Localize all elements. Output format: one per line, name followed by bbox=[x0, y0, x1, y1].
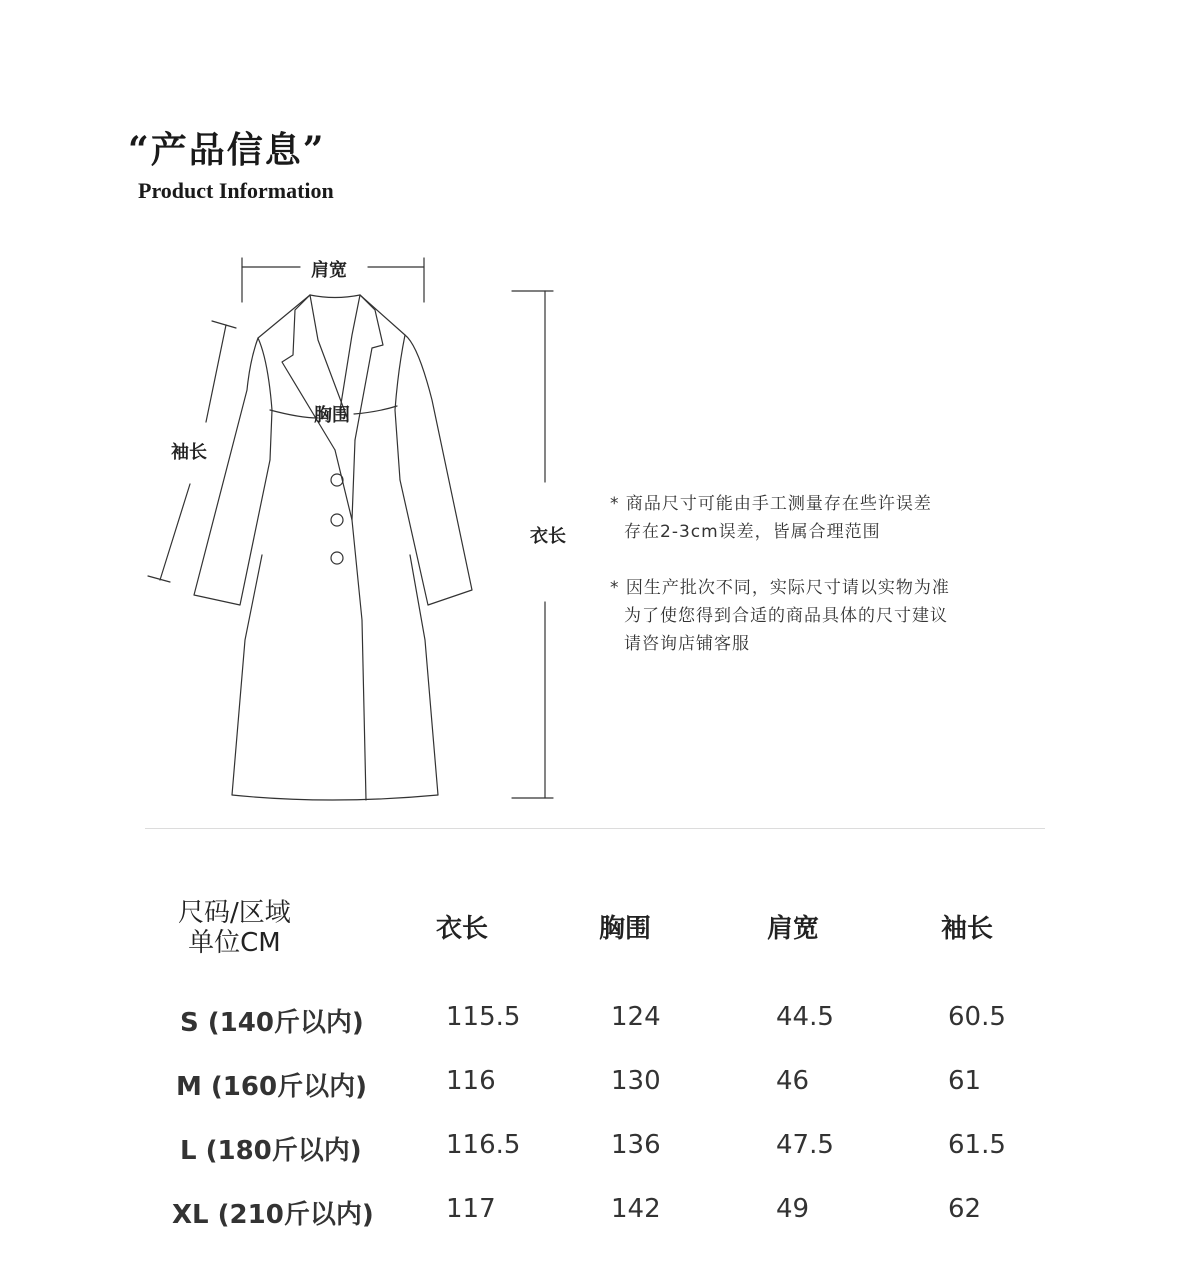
table-cell: 136 bbox=[611, 1130, 661, 1160]
shoulder-label: 肩宽 bbox=[307, 256, 351, 282]
size-label: XL (210斤以内) bbox=[172, 1200, 374, 1230]
table-cell: 62 bbox=[948, 1194, 982, 1224]
table-cell: 46 bbox=[776, 1066, 810, 1096]
col-header-chest: 胸围 bbox=[599, 914, 652, 944]
col-header-sleeve: 袖长 bbox=[941, 914, 994, 944]
table-cell: 61.5 bbox=[948, 1130, 1006, 1160]
table-cell: 47.5 bbox=[776, 1130, 834, 1160]
col-header-length: 衣长 bbox=[436, 914, 489, 944]
table-cell: 142 bbox=[611, 1194, 661, 1224]
col-header-shoulder: 肩宽 bbox=[767, 914, 820, 944]
table-cell: 117 bbox=[446, 1194, 496, 1224]
region-header-line: 尺码/区域 bbox=[178, 898, 291, 928]
sleeve-label: 袖长 bbox=[171, 442, 207, 463]
note-line: * 因生产批次不同，实际尺寸请以实物为准 bbox=[610, 578, 950, 598]
chest-label: 胸围 bbox=[314, 405, 350, 426]
table-cell: 130 bbox=[611, 1066, 661, 1096]
size-label: M (160斤以内) bbox=[176, 1072, 367, 1102]
measurement-note bbox=[610, 490, 932, 546]
table-cell: 44.5 bbox=[776, 1002, 834, 1032]
section-divider bbox=[145, 828, 1045, 829]
region-header bbox=[178, 898, 291, 958]
table-cell: 116 bbox=[446, 1066, 496, 1096]
note-line: 为了使您得到合适的商品具体的尺寸建议 bbox=[624, 606, 948, 626]
note-line: * 商品尺寸可能由手工测量存在些许误差 bbox=[610, 494, 932, 514]
table-cell: 49 bbox=[776, 1194, 810, 1224]
table-cell: 61 bbox=[948, 1066, 982, 1096]
note-line: 请咨询店铺客服 bbox=[624, 634, 750, 654]
page-title: “产品信息” bbox=[128, 129, 326, 171]
table-cell: 60.5 bbox=[948, 1002, 1006, 1032]
size-label: L (180斤以内) bbox=[180, 1136, 362, 1166]
length-label: 衣长 bbox=[530, 526, 566, 547]
table-cell: 124 bbox=[611, 1002, 661, 1032]
region-header-line: 单位CM bbox=[188, 928, 281, 958]
note-line: 存在2-3cm误差，皆属合理范围 bbox=[624, 522, 881, 542]
page-subtitle: Product Information bbox=[138, 178, 334, 203]
table-cell: 116.5 bbox=[446, 1130, 521, 1160]
batch-note bbox=[610, 574, 950, 658]
size-label: S (140斤以内) bbox=[180, 1008, 364, 1038]
table-cell: 115.5 bbox=[446, 1002, 521, 1032]
